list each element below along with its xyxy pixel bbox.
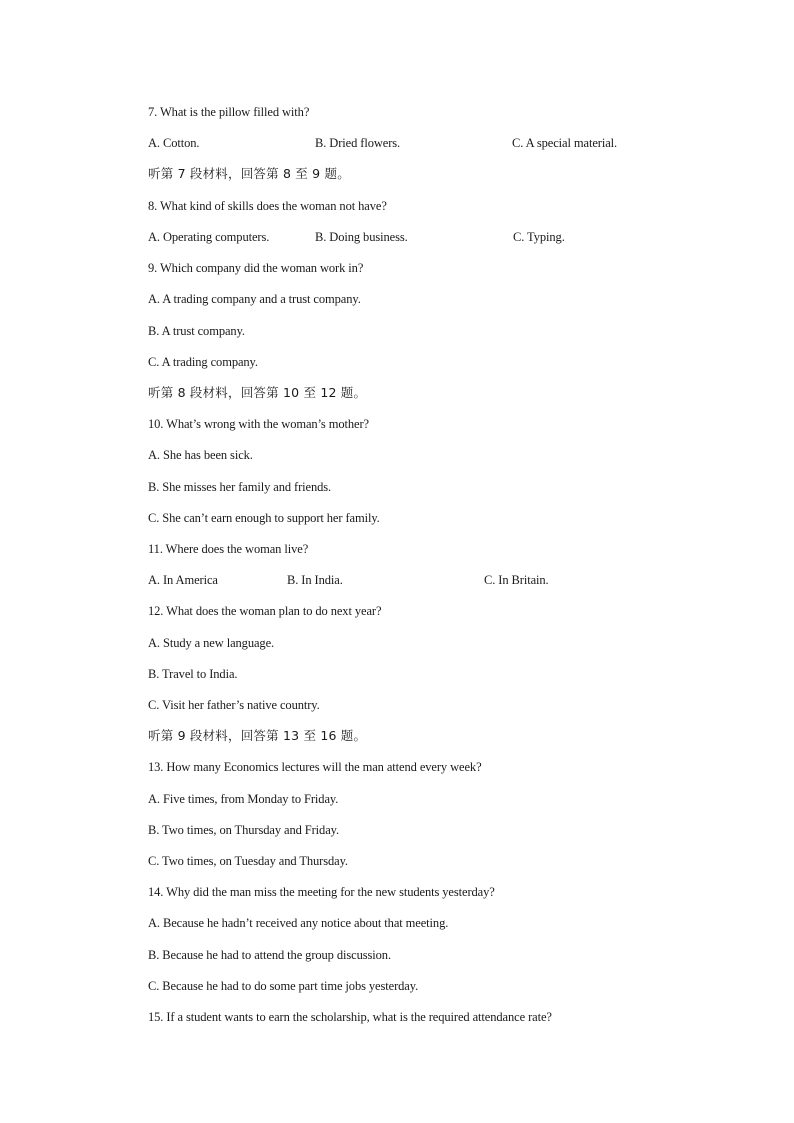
option-c: C. A trading company.	[148, 355, 258, 369]
option-b: B. A trust company.	[148, 324, 245, 338]
option-b: B. Two times, on Thursday and Friday.	[148, 823, 340, 837]
option-a: A. A trading company and a trust company.	[148, 292, 361, 306]
question-text: 14. Why did the man miss the meeting for the new students yesterday?	[148, 885, 495, 899]
question-text: 12. What does the woman plan to do next year?	[148, 604, 382, 618]
question-text: 8. What kind of skills does the woman not have?	[148, 199, 387, 213]
section-heading-7: 听第 7 段材料，回答第 8 至 9 题。	[148, 166, 350, 181]
section-heading-9: 听第 9 段材料，回答第 13 至 16 题。	[148, 728, 367, 743]
option-a: A. In America	[148, 573, 218, 587]
option-b: B. Doing business.	[315, 230, 408, 244]
option-c: C. Because he had to do some part time jobs yesterday.	[148, 979, 419, 993]
question-text: 11. Where does the woman live?	[148, 542, 309, 556]
option-a: A. Five times, from Monday to Friday.	[148, 792, 339, 806]
question-text: 7. What is the pillow filled with?	[148, 105, 310, 119]
option-a: A. Cotton.	[148, 136, 200, 150]
question-text: 10. What’s wrong with the woman’s mother?	[148, 417, 369, 431]
option-a: A. Operating computers.	[148, 230, 270, 244]
question-text: 9. Which company did the woman work in?	[148, 261, 364, 275]
question-text: 15. If a student wants to earn the scholarship, what is the required attendance rate?	[148, 1010, 552, 1024]
option-a: A. Because he hadn’t received any notice about that meeting.	[148, 916, 449, 930]
option-c: C. Two times, on Tuesday and Thursday.	[148, 854, 348, 868]
option-c: C. She can’t earn enough to support her family.	[148, 511, 380, 525]
option-b: B. Travel to India.	[148, 667, 238, 681]
question-text: 13. How many Economics lectures will the man attend every week?	[148, 760, 482, 774]
section-heading-8: 听第 8 段材料，回答第 10 至 12 题。	[148, 385, 367, 400]
option-c: C. Visit her father’s native country.	[148, 698, 320, 712]
option-b: B. She misses her family and friends.	[148, 480, 332, 494]
option-c: C. A special material.	[512, 136, 618, 150]
option-a: A. She has been sick.	[148, 448, 253, 462]
option-b: B. In India.	[287, 573, 343, 587]
option-b: B. Dried flowers.	[315, 136, 401, 150]
option-c: C. In Britain.	[484, 573, 549, 587]
option-a: A. Study a new language.	[148, 636, 275, 650]
option-b: B. Because he had to attend the group discussion.	[148, 948, 391, 962]
option-c: C. Typing.	[513, 230, 565, 244]
